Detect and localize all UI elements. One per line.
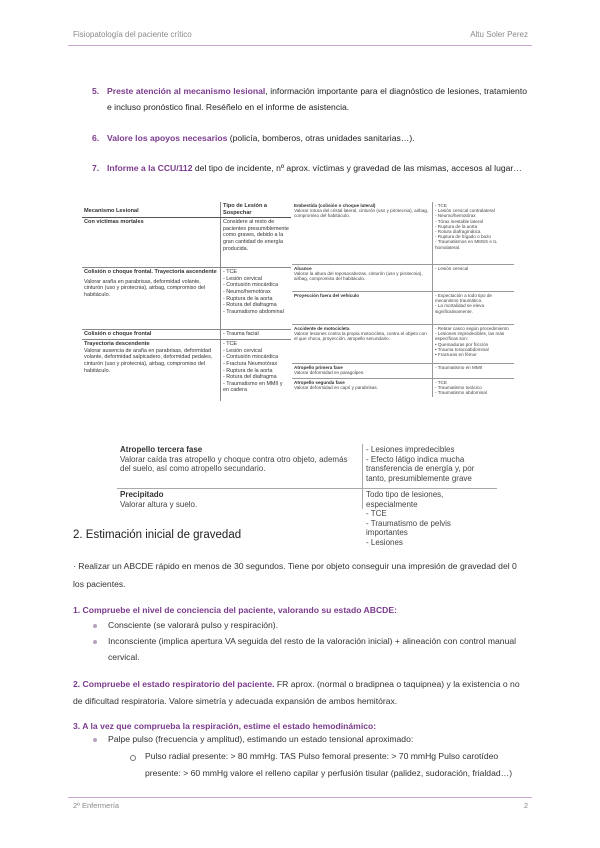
header-left: Fisiopatología del paciente crítico xyxy=(73,30,192,39)
mechanism-table-3: Atropello tercera fase Valorar caída tras atropello y choque contra otro objeto, además del suelo, así como atropello secundario. - Lesiones impredecibles - Efecto látigo indica mucha transferencia de energía y, por tanto, presumiblemente grave Precipitado Valorar altura y suelo. Todo tipo de lesiones, especialmente - TCE - Traumatismo de pelvis importantes - Lesiones xyxy=(117,444,497,509)
sub-bullet-icon xyxy=(130,755,136,761)
footer-rule xyxy=(68,797,532,798)
list-item: Informe a la CCU/112 del tipo de incidente, nº aprox. víctimas y gravedad de las mismas, accesos al lugar… xyxy=(107,163,522,173)
item-number: 7. xyxy=(92,163,100,173)
bullet-icon xyxy=(93,640,97,644)
list-item: Consciente (se valorará pulso y respiración). xyxy=(108,620,279,630)
footer-left: 2º Enfermería xyxy=(73,801,120,810)
mechanism-table-2: Embestida (colisión o choque lateral) Valorar rotura del cristal lateral, cinturón (uso y pirotecnia), airbag, compromiso del habitáculo. - TCE - Lesión cervical contralateral - Neumo/hemotórax - Tórax inestable lateral - Ruptura de la aorta - Rotura diafragmática - Ruptura de hígado o bazo - Traumatismos en MMSS e IL homolateral. Alcance Valorar la altura del reposacabezas, cinturón (uso y pirotecnia), airbag, compromiso del habitáculo. - Lesión cervical Proyección fuera del vehículo - Expectación a todo tipo de mecanismo traumático. - La mortalidad se eleva significativamente. Accidente de motocicleta Valorar lesiones contra la propia motocicleta, contra el objeto con el que choca, proyección, atropello secundario. - Retirar casco según procedimiento - Lesiones impredecibles, las más específicas son: • Quemaduras por fricción • Trauma toracoabdominal • Fracturas en fémur Atropello primera fase Valorar deformidad en paragolpes. - Traumatismo en MMII Atropello segunda fase Valorar deformidad en capó y parabrisas. - TCE - Traumatismo torácico - Traumatismo abdominal xyxy=(292,202,514,397)
sub-list-item: Pulso radial presente: > 80 mmHg. TAS Pulso femoral presente: > 70 mmHg Pulso carotídeo presente: > 60 mmHg valore el relleno capilar y perfusión tisular (palidez, sudoración, frialdad…) xyxy=(145,751,513,778)
header-right: Altu Soler Perez xyxy=(470,30,528,39)
list-item: Valore los apoyos necesarios (policía, bomberos, otras unidades sanitarias…). xyxy=(107,133,415,143)
section-heading: 2. Estimación inicial de gravedad xyxy=(73,529,242,541)
subheading-3: 3. A la vez que comprueba la respiración, estime el estado hemodinámico: xyxy=(73,721,377,731)
bullet-icon xyxy=(93,624,97,628)
item-number: 6. xyxy=(92,133,100,143)
mechanism-table-1: Mecanismo Lesional Tipo de Lesión a Sospechar Con víctimas mortales Considere al resto de pacientes presumiblemente como graves, debido a la gran cantidad de energía producida. Colisión o choque frontal. Trayectoria ascendente Valorar araña en parabrisas, deformidad volante, cinturón (uso y pirotecnia), airbag, compromiso del habitáculo. - TCE - Lesión cervical - Contusión miocárdica - Neumo/hemotórax - Ruptura de la aorta - Rotura del diafragma - Traumatismo abdominal Colisión o choque frontal - Trauma facial Trayectoria descendente Valorar ausencia de araña en parabrisas, deformidad volante, deformidad salpicadero, deformidad pedales, cinturón (uso y pirotecnia), airbag, compromiso del habitáculo. - TCE - Lesión cervical - Contusión miocárdica - Fractura Neumotórax - Ruptura de la aorta - Rotura del diafragma - Traumatismo en MMII y en cadera xyxy=(82,202,291,401)
list-item: Inconsciente (implica apertura VA seguida del resto de la valoración inicial) + alineación con control manual cervical. xyxy=(108,636,517,662)
list-item: Preste atención al mecanismo lesional, información importante para el diagnóstico de lesiones, tratamiento e incluso pronóstico final. Reséñelo en el informe de asistencia. xyxy=(107,86,527,112)
item-number: 5. xyxy=(92,86,100,96)
section-intro: · Realizar un ABCDE rápido en menos de 30 segundos. Tiene por objeto conseguir una impresión de gravedad del 0 los pacientes. xyxy=(73,561,517,589)
header-rule xyxy=(68,45,532,46)
list-item: Palpe pulso (frecuencia y amplitud), estimando un estado tensional aproximado: xyxy=(108,734,414,744)
subheading-1: 1. Compruebe el nivel de conciencia del paciente, valorando su estado ABCDE: xyxy=(73,605,397,615)
subheading-2-paragraph: 2. Compruebe el estado respiratorio del paciente. FR aprox. (normal o bradipnea o taquipnea) y la existencia o no de dificultad respiratoria. Valore simetría y adecuada expansión de ambos hemitórax. xyxy=(73,679,520,706)
bullet-icon xyxy=(93,738,97,742)
page-number: 2 xyxy=(523,801,528,810)
